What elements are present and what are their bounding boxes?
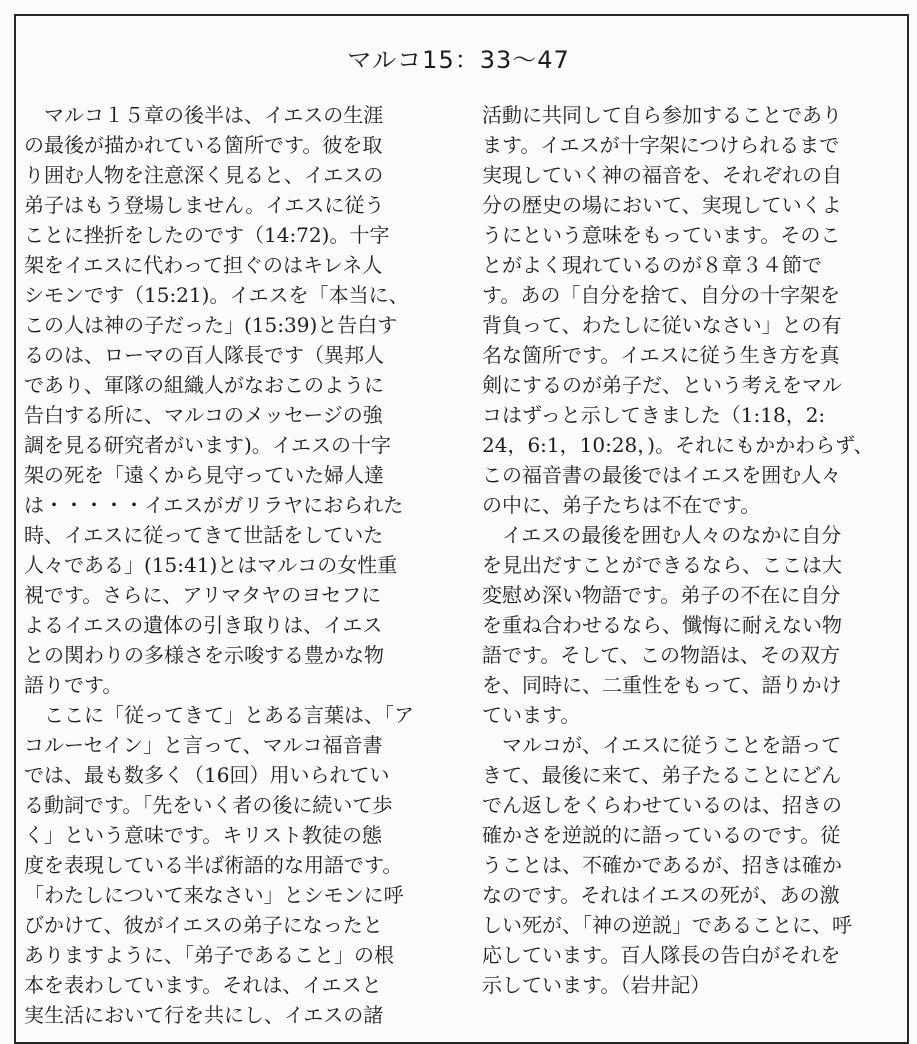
text-line: 本を表わしています。それは、イエスと [24, 973, 382, 997]
text-line: 24，6:1，10:28，)。それにもかかわらず、 [482, 433, 874, 457]
text-line: 調を見る研究者がいます)。イエスの十字 [24, 433, 392, 457]
text-line: うにという意味をもっています。そのこ [482, 223, 841, 247]
text-line: マルコが、イエスに従うことを語って [482, 733, 842, 757]
text-line: ています。 [482, 703, 581, 727]
article-title: マルコ15：33～47 [347, 46, 570, 74]
text-line: 実現していく神の福音を、それぞれの自 [482, 163, 842, 187]
text-line: ここに「従ってきて」とある言葉は、「ア [24, 703, 414, 727]
text-line: イエスの最後を囲む人々のなかに自分 [482, 523, 842, 547]
text-line: 度を表現している半ば術語的な用語です。 [24, 853, 403, 877]
text-line: す。あの「自分を捨て、自分の十字架を [482, 283, 840, 307]
text-line: る動詞です。「先をいく者の後に続いて歩 [24, 793, 393, 817]
text-line: 変慰め深い物語です。弟子の不在に自分 [482, 583, 841, 607]
text-line: 「わたしについて来なさい」とシモンに呼 [24, 883, 404, 907]
text-line: ありますように、「弟子であること」の根 [24, 943, 394, 967]
text-line: でん返しをくらわせているのは、招きの [482, 793, 842, 817]
text-line: であり、軍隊の組織人がなおこのように [24, 373, 384, 397]
text-line: では、最も数多く（16回）用いられてい [24, 763, 390, 787]
right-column [482, 100, 912, 1000]
text-line: 時、イエスに従ってきて世話をしていた [24, 523, 384, 547]
text-line: 示しています。（岩井記） [482, 973, 711, 997]
text-line: ことに挫折をしたのです（14:72)。十字 [24, 223, 390, 247]
text-line: 架の死を「遠くから見守っていた婦人達 [24, 463, 384, 487]
text-line: 剣にするのが弟子だ、という考えをマル [482, 373, 842, 397]
text-line: 架をイエスに代わって担ぐのはキレネ人 [24, 253, 383, 277]
text-line: この人は神の子だった」(15:39)と告白す [24, 313, 398, 337]
text-line: きて、最後に来て、弟子たることにどん [482, 763, 842, 787]
text-line: 確かさを逆説的に語っているのです。従 [482, 823, 841, 847]
text-line: マルコ１５章の後半は、イエスの生涯 [24, 103, 384, 127]
text-line: り囲む人物を注意深く見ると、イエスの [24, 163, 384, 187]
text-line: 視です。さらに、アリマタヤのヨセフに [24, 583, 382, 607]
text-line: しい死が、「神の逆説」であることに、呼 [482, 913, 852, 937]
text-line: 分の歴史の場において、実現していくよ [482, 193, 842, 217]
text-line: を見出だすことができるなら、ここは大 [482, 553, 842, 577]
text-line: を、同時に、二重性をもって、語りかけ [482, 673, 842, 697]
text-line: 語りです。 [24, 673, 123, 697]
text-line: 人々である」(15:41)とはマルコの女性重 [24, 553, 398, 577]
text-line: 語です。そして、この物語は、その双方 [482, 643, 840, 667]
left-column [24, 100, 470, 1030]
text-line: は・・・・・イエスがガリラヤにおられた [24, 493, 404, 517]
text-line: ます。イエスが十字架につけられるまで [482, 133, 840, 157]
text-line: 弟子はもう登場しません。イエスに従う [24, 193, 385, 217]
text-line: るのは、ローマの百人隊長です（異邦人 [24, 343, 384, 367]
text-line: 背負って、わたしに従いなさい」との有 [482, 313, 842, 337]
text-line: との関わりの多様さを示唆する豊かな物 [24, 643, 384, 667]
text-line: とがよく現れているのが８章３４節で [482, 253, 822, 277]
text-line: 実生活において行を共にし、イエスの諸 [24, 1003, 384, 1027]
text-line: シモンです（15:21)。イエスを「本当に、 [24, 283, 409, 307]
text-line: 応しています。百人隊長の告白がそれを [482, 943, 841, 967]
text-line: 活動に共同して自ら参加することであり [482, 103, 842, 127]
text-line: びかけて、彼がイエスの弟子になったと [24, 913, 383, 937]
text-line: の最後が描かれている箇所です。彼を取 [24, 133, 383, 157]
text-line: く」という意味です。キリスト教徒の態 [24, 823, 382, 847]
text-line: うことは、不確かであるが、招きは確か [482, 853, 842, 877]
text-line: この福音書の最後ではイエスを囲む人々 [482, 463, 842, 487]
text-line: コルーセイン」と言って、マルコ福音書 [24, 733, 383, 757]
text-line: 告白する所に、マルコのメッセージの強 [24, 403, 383, 427]
text-line: コはずっと示してきました（1:18，2: [482, 403, 826, 427]
text-line: の中に、弟子たちは不在です。 [482, 493, 761, 517]
text-line: なのです。それはイエスの死が、あの激 [482, 883, 840, 907]
text-line: を重ね合わせるなら、懺悔に耐えない物 [482, 613, 842, 637]
text-line: よるイエスの遺体の引き取りは、イエス [24, 613, 383, 637]
text-line: 名な箇所です。イエスに従う生き方を真 [482, 343, 840, 367]
